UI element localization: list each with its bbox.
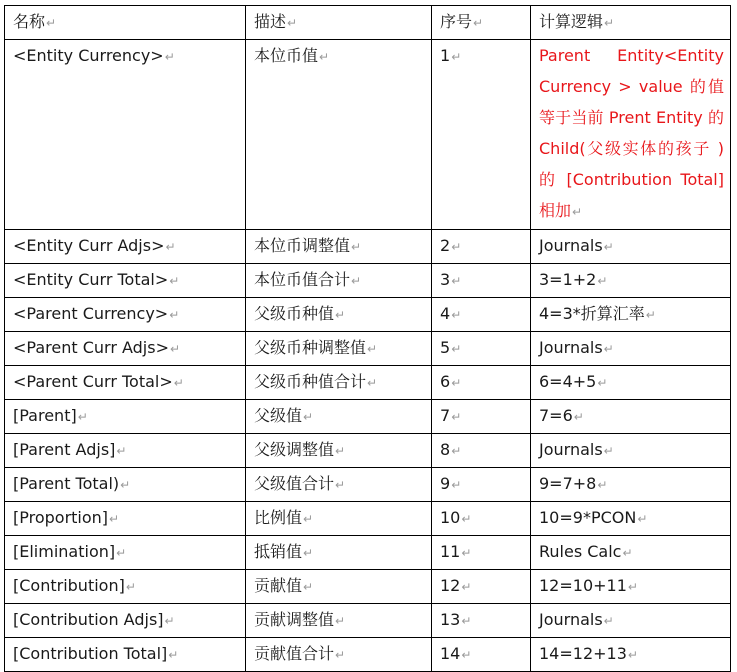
paragraph-mark-icon: ↵	[77, 410, 88, 424]
header-cell-logic	[531, 6, 731, 40]
cell-seq	[432, 570, 531, 604]
paragraph-mark-icon: ↵	[645, 308, 656, 322]
cell-name	[5, 298, 246, 332]
table-row	[5, 230, 731, 264]
seq-text: 12	[440, 576, 461, 595]
desc-text: 父级币种值	[254, 304, 335, 323]
cell-name	[5, 264, 246, 298]
name-text: [Contribution Total]	[13, 644, 168, 663]
paragraph-mark-icon: ↵	[173, 376, 184, 390]
paragraph-mark-icon: ↵	[451, 274, 462, 288]
paragraph-mark-icon: ↵	[451, 308, 462, 322]
table-row	[5, 604, 731, 638]
cell-seq	[432, 264, 531, 298]
cell-desc	[246, 536, 432, 570]
desc-text: 父级值	[254, 406, 303, 425]
cell-desc	[246, 468, 432, 502]
seq-text: 8	[440, 440, 451, 459]
table-row	[5, 570, 731, 604]
cell-seq	[432, 366, 531, 400]
name-text: [Elimination]	[13, 542, 116, 561]
table-row	[5, 434, 731, 468]
table-row	[5, 638, 731, 672]
logic-text: Journals	[539, 338, 603, 357]
paragraph-mark-icon: ↵	[303, 512, 314, 526]
paragraph-mark-icon: ↵	[461, 580, 472, 594]
paragraph-mark-icon: ↵	[303, 546, 314, 560]
logic-text: Journals	[539, 236, 603, 255]
seq-text: 7	[440, 406, 451, 425]
paragraph-mark-icon: ↵	[335, 308, 346, 322]
desc-text: 贡献值合计	[254, 644, 335, 663]
header-cell-seq	[432, 6, 531, 40]
header-seq-text: 序号	[440, 12, 473, 31]
paragraph-mark-icon: ↵	[627, 580, 638, 594]
paragraph-mark-icon: ↵	[169, 274, 180, 288]
paragraph-mark-icon: ↵	[627, 648, 638, 662]
cell-desc	[246, 366, 432, 400]
seq-text: 14	[440, 644, 461, 663]
cell-seq	[432, 40, 531, 230]
cell-desc	[246, 400, 432, 434]
cell-desc	[246, 298, 432, 332]
cell-seq	[432, 604, 531, 638]
cell-logic	[531, 332, 731, 366]
cell-seq	[432, 638, 531, 672]
paragraph-mark-icon: ↵	[351, 274, 362, 288]
header-cell-desc	[246, 6, 432, 40]
cell-desc	[246, 638, 432, 672]
paragraph-mark-icon: ↵	[597, 376, 608, 390]
paragraph-mark-icon: ↵	[303, 580, 314, 594]
paragraph-mark-icon: ↵	[451, 342, 462, 356]
paragraph-mark-icon: ↵	[572, 205, 583, 219]
desc-text: 本位币调整值	[254, 236, 351, 255]
cell-seq	[432, 434, 531, 468]
name-text: [Proportion]	[13, 508, 109, 527]
cell-name	[5, 332, 246, 366]
cell-desc	[246, 264, 432, 298]
paragraph-mark-icon: ↵	[335, 444, 346, 458]
paragraph-mark-icon: ↵	[319, 50, 330, 64]
paragraph-mark-icon: ↵	[451, 376, 462, 390]
paragraph-mark-icon: ↵	[603, 240, 614, 254]
paragraph-mark-icon: ↵	[603, 342, 614, 356]
paragraph-mark-icon: ↵	[637, 512, 648, 526]
table-row	[5, 468, 731, 502]
paragraph-mark-icon: ↵	[287, 16, 298, 30]
paragraph-mark-icon: ↵	[451, 478, 462, 492]
name-text: [Contribution Adjs]	[13, 610, 164, 629]
logic-text: Parent Entity<Entity Currency > value 的值等于当前 Prent Entity 的 Child(父级实体的孩子 ) 的 [Contribution Total]相加	[539, 46, 724, 220]
paragraph-mark-icon: ↵	[603, 614, 614, 628]
cell-logic	[531, 468, 731, 502]
header-desc-text: 描述	[254, 12, 287, 31]
header-row	[5, 6, 731, 40]
desc-text: 抵销值	[254, 542, 303, 561]
paragraph-mark-icon: ↵	[169, 308, 180, 322]
cell-desc	[246, 434, 432, 468]
paragraph-mark-icon: ↵	[473, 16, 484, 30]
paragraph-mark-icon: ↵	[451, 410, 462, 424]
logic-text: 4=3*折算汇率	[539, 304, 645, 323]
paragraph-mark-icon: ↵	[335, 648, 346, 662]
name-text: <Entity Curr Total>	[13, 270, 169, 289]
logic-text: Journals	[539, 610, 603, 629]
logic-text: 14=12+13	[539, 644, 627, 663]
table-row	[5, 264, 731, 298]
paragraph-mark-icon: ↵	[168, 648, 179, 662]
paragraph-mark-icon: ↵	[303, 410, 314, 424]
table-row	[5, 536, 731, 570]
name-text: [Parent Adjs]	[13, 440, 116, 459]
name-text: <Entity Curr Adjs>	[13, 236, 165, 255]
cell-logic	[531, 604, 731, 638]
header-logic-text: 计算逻辑	[539, 12, 604, 31]
seq-text: 11	[440, 542, 461, 561]
paragraph-mark-icon: ↵	[461, 648, 472, 662]
cell-name	[5, 434, 246, 468]
header-name-text: 名称	[13, 12, 46, 31]
cell-name	[5, 366, 246, 400]
desc-text: 父级币种值合计	[254, 372, 367, 391]
paragraph-mark-icon: ↵	[622, 546, 633, 560]
cell-desc	[246, 332, 432, 366]
paragraph-mark-icon: ↵	[46, 16, 57, 30]
name-text: [Contribution]	[13, 576, 125, 595]
paragraph-mark-icon: ↵	[451, 240, 462, 254]
paragraph-mark-icon: ↵	[164, 50, 175, 64]
seq-text: 2	[440, 236, 451, 255]
cell-logic	[531, 502, 731, 536]
paragraph-mark-icon: ↵	[461, 512, 472, 526]
cell-name	[5, 502, 246, 536]
desc-text: 本位币值合计	[254, 270, 351, 289]
cell-desc	[246, 502, 432, 536]
cell-desc	[246, 570, 432, 604]
seq-text: 6	[440, 372, 451, 391]
paragraph-mark-icon: ↵	[367, 342, 378, 356]
name-text: <Parent Curr Adjs>	[13, 338, 169, 357]
cell-logic	[531, 434, 731, 468]
paragraph-mark-icon: ↵	[604, 16, 615, 30]
logic-text: 6=4+5	[539, 372, 597, 391]
table-row	[5, 366, 731, 400]
cell-logic	[531, 366, 731, 400]
cell-name	[5, 570, 246, 604]
paragraph-mark-icon: ↵	[116, 546, 127, 560]
paragraph-mark-icon: ↵	[116, 444, 127, 458]
paragraph-mark-icon: ↵	[367, 376, 378, 390]
name-text: <Entity Currency>	[13, 46, 164, 65]
logic-text: 3=1+2	[539, 270, 597, 289]
table-row	[5, 298, 731, 332]
cell-name	[5, 40, 246, 230]
cell-seq	[432, 536, 531, 570]
cell-name	[5, 230, 246, 264]
paragraph-mark-icon: ↵	[573, 410, 584, 424]
cell-logic	[531, 264, 731, 298]
cell-seq	[432, 400, 531, 434]
cell-seq	[432, 502, 531, 536]
paragraph-mark-icon: ↵	[461, 546, 472, 560]
logic-text: 9=7+8	[539, 474, 597, 493]
cell-logic	[531, 298, 731, 332]
paragraph-mark-icon: ↵	[351, 240, 362, 254]
cell-logic	[531, 40, 731, 230]
name-text: <Parent Curr Total>	[13, 372, 173, 391]
seq-text: 5	[440, 338, 451, 357]
cell-name	[5, 638, 246, 672]
logic-text: 12=10+11	[539, 576, 627, 595]
cell-logic	[531, 400, 731, 434]
desc-text: 比例值	[254, 508, 303, 527]
seq-text: 3	[440, 270, 451, 289]
cell-desc	[246, 604, 432, 638]
name-text: [Parent]	[13, 406, 77, 425]
logic-text: 7=6	[539, 406, 573, 425]
paragraph-mark-icon: ↵	[120, 478, 131, 492]
logic-text: 10=9*PCON	[539, 508, 637, 527]
seq-text: 1	[440, 46, 451, 65]
paragraph-mark-icon: ↵	[125, 580, 136, 594]
table-row	[5, 502, 731, 536]
cell-desc	[246, 230, 432, 264]
paragraph-mark-icon: ↵	[451, 50, 462, 64]
paragraph-mark-icon: ↵	[603, 444, 614, 458]
desc-text: 贡献值	[254, 576, 303, 595]
cell-logic	[531, 638, 731, 672]
name-text: <Parent Currency>	[13, 304, 169, 323]
desc-text: 贡献调整值	[254, 610, 335, 629]
paragraph-mark-icon: ↵	[335, 614, 346, 628]
desc-text: 父级币种调整值	[254, 338, 367, 357]
cell-seq	[432, 332, 531, 366]
cell-seq	[432, 468, 531, 502]
paragraph-mark-icon: ↵	[461, 614, 472, 628]
paragraph-mark-icon: ↵	[164, 614, 175, 628]
paragraph-mark-icon: ↵	[109, 512, 120, 526]
paragraph-mark-icon: ↵	[170, 342, 181, 356]
cell-name	[5, 400, 246, 434]
logic-text: Rules Calc	[539, 542, 622, 561]
cell-seq	[432, 230, 531, 264]
seq-text: 9	[440, 474, 451, 493]
desc-text: 父级值合计	[254, 474, 335, 493]
cell-name	[5, 468, 246, 502]
table-row	[5, 40, 731, 230]
desc-text: 本位币值	[254, 46, 319, 65]
header-cell-name	[5, 6, 246, 40]
seq-text: 10	[440, 508, 461, 527]
name-text: [Parent Total)	[13, 474, 120, 493]
cell-logic	[531, 230, 731, 264]
cell-logic	[531, 536, 731, 570]
paragraph-mark-icon: ↵	[165, 240, 176, 254]
data-table	[4, 5, 731, 672]
cell-name	[5, 536, 246, 570]
seq-text: 4	[440, 304, 451, 323]
desc-text: 父级调整值	[254, 440, 335, 459]
paragraph-mark-icon: ↵	[335, 478, 346, 492]
paragraph-mark-icon: ↵	[597, 478, 608, 492]
cell-seq	[432, 298, 531, 332]
paragraph-mark-icon: ↵	[451, 444, 462, 458]
seq-text: 13	[440, 610, 461, 629]
cell-name	[5, 604, 246, 638]
cell-desc	[246, 40, 432, 230]
paragraph-mark-icon: ↵	[597, 274, 608, 288]
cell-logic	[531, 570, 731, 604]
table-row	[5, 400, 731, 434]
table-row	[5, 332, 731, 366]
logic-text: Journals	[539, 440, 603, 459]
